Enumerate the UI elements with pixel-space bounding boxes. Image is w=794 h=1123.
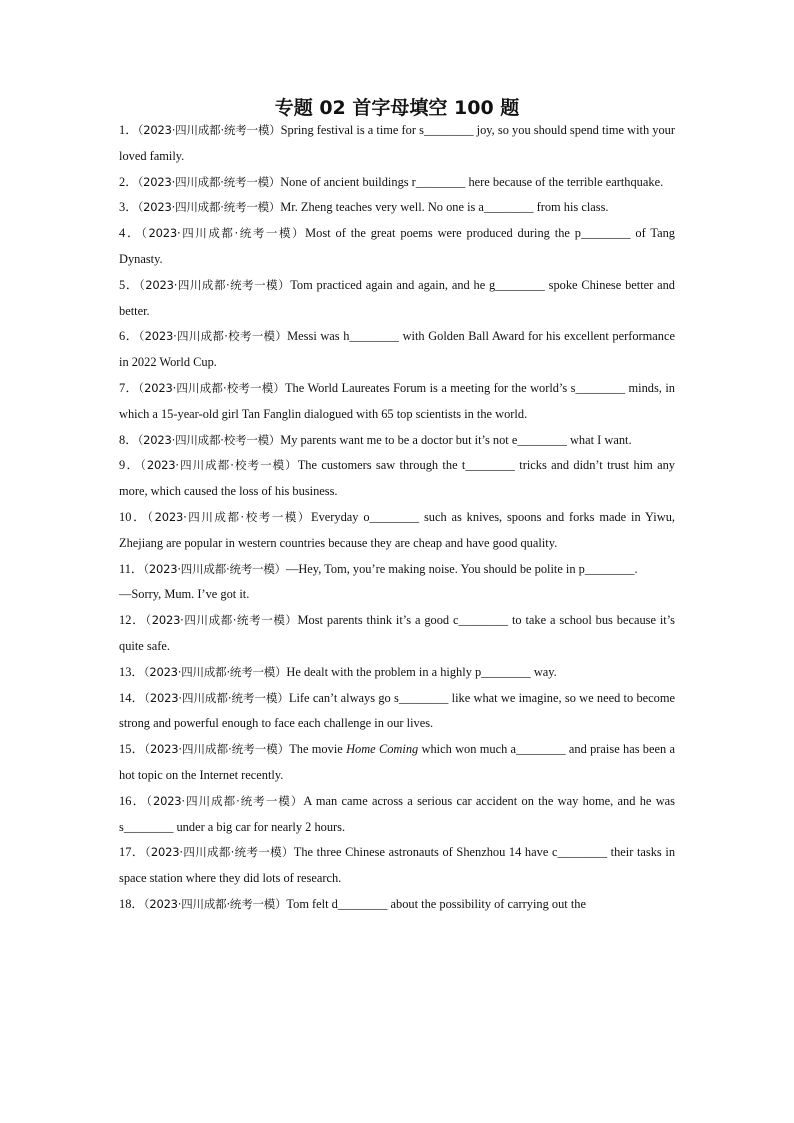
question-source: （2023·四川成都·统考一模） xyxy=(141,226,306,241)
answer-blank: ________ xyxy=(465,458,515,473)
answer-blank: ________ xyxy=(481,664,531,679)
answer-blank: ________ xyxy=(415,174,466,189)
question-item: 17．（2023·四川成都·统考一模）The three Chinese astronauts of Shenzhou 14 have c________ their tasks in space station where they did lots of research. xyxy=(119,845,676,886)
answer-blank: ________ xyxy=(123,819,174,834)
answer-blank: ________ xyxy=(369,509,420,524)
answer-blank: ________ xyxy=(337,896,388,911)
question-source: （2023·四川成都·统考一模） xyxy=(143,664,287,679)
question-item: 10．（2023·四川成都·校考一模）Everyday o________ such as knives, spoons and forks made in Yiwu, Zhejiang are popular in western countries because they are cheap and have good quality. xyxy=(119,509,675,550)
question-item: 12．（2023·四川成都·统考一模）Most parents think it’s a good c________ to take a school bus because it’s quite safe. xyxy=(119,613,676,653)
question-source: （2023·四川成都·统考一模） xyxy=(145,613,298,628)
question-source: （2023·四川成都·统考一模） xyxy=(144,845,294,860)
answer-blank: ________ xyxy=(575,380,626,395)
question-source: （2023·四川成都·统考一模） xyxy=(137,123,281,137)
movie-title: Home Coming xyxy=(346,742,419,757)
question-item: 5．（2023·四川成都·统考一模）Tom practiced again and again, and he g________ spoke Chinese better and better. xyxy=(119,277,675,318)
answer-blank: ________ xyxy=(398,690,449,705)
question-item: 16．（2023·四川成都·统考一模）A man came across a serious car accident on the way home, and he was s________ under a big car for nearly 2 hours. xyxy=(119,793,675,834)
answer-blank: ________ xyxy=(557,845,608,860)
answer-blank: ________ xyxy=(495,277,545,292)
answer-blank: ________ xyxy=(584,561,635,576)
question-source: （2023·四川成都·校考一模） xyxy=(138,329,288,344)
question-item: 15．（2023·四川成都·统考一模）The movie Home Coming which won much a________ and praise has been a hot topic on the Internet recently. xyxy=(119,742,675,782)
answer-blank: ________ xyxy=(517,432,567,447)
question-source: （2023·四川成都·校考一模） xyxy=(137,432,281,447)
question-source: （2023·四川成都·统考一模） xyxy=(143,896,287,911)
question-list xyxy=(119,118,675,918)
answer-blank: ________ xyxy=(458,613,509,628)
question-source: （2023·四川成都·统考一模） xyxy=(144,742,290,757)
question-source: （2023·四川成都·校考一模） xyxy=(147,509,311,524)
question-item: 4．（2023·四川成都·统考一模）Most of the great poems were produced during the p________ of Tang Dynasty. xyxy=(119,226,675,266)
answer-blank: ________ xyxy=(516,742,566,757)
question-item: 6．（2023·四川成都·校考一模）Messi was h________ with Golden Ball Award for his excellent performance in 2022 World Cup. xyxy=(119,329,675,370)
question-item: 13．（2023·四川成都·统考一模）He dealt with the problem in a highly p________ way. xyxy=(119,664,557,679)
question-item: 3．（2023·四川成都·统考一模）Mr. Zheng teaches very well. No one is a________ from his class. xyxy=(119,200,609,215)
dialogue-reply: —Sorry, Mum. I’ve got it. xyxy=(119,587,250,602)
question-source: （2023·四川成都·统考一模） xyxy=(139,277,291,292)
answer-blank: ________ xyxy=(580,226,631,241)
answer-blank: ________ xyxy=(423,123,474,137)
question-source: （2023·四川成都·统考一模） xyxy=(137,174,281,189)
question-item: 18．（2023·四川成都·统考一模）Tom felt d________ about the possibility of carrying out the xyxy=(119,896,586,911)
question-item: 1．（2023·四川成都·统考一模）Spring festival is a time for s________ joy, so you should spend time with your loved family. xyxy=(119,123,675,163)
question-source: （2023·四川成都·统考一模） xyxy=(137,200,281,215)
question-source: （2023·四川成都·校考一模） xyxy=(140,458,298,473)
answer-blank: ________ xyxy=(483,200,534,215)
question-source: （2023·四川成都·统考一模） xyxy=(146,793,304,808)
question-item: 9．（2023·四川成都·校考一模）The customers saw through the t________ tricks and didn’t trust him any more, which caused the loss of his business. xyxy=(119,458,675,499)
question-source: （2023·四川成都·统考一模） xyxy=(143,561,286,576)
question-item: 7．（2023·四川成都·校考一模）The World Laureates Forum is a meeting for the world’s s________ minds, in which a 15-year-old girl Tan Fanglin dialogued with 65 top scientists in the world. xyxy=(119,380,675,421)
page-title: 专题 02 首字母填空 100 题 xyxy=(274,97,520,119)
question-item: 14．（2023·四川成都·统考一模）Life can’t always go s________ like what we imagine, so we need to become strong and powerful enough to face each challenge in our lives. xyxy=(119,690,675,731)
question-source: （2023·四川成都·校考一模） xyxy=(138,380,285,395)
question-item: 11．（2023·四川成都·统考一模）—Hey, Tom, you’re making noise. You should be polite in p________. xyxy=(119,561,638,576)
question-item: 8．（2023·四川成都·校考一模）My parents want me to be a doctor but it’s not e________ what I want. xyxy=(119,432,632,447)
question-source: （2023·四川成都·统考一模） xyxy=(144,690,289,705)
answer-blank: ________ xyxy=(349,329,399,344)
question-item: 2．（2023·四川成都·统考一模）None of ancient buildings r________ here because of the terrible earthquake. xyxy=(119,174,664,189)
